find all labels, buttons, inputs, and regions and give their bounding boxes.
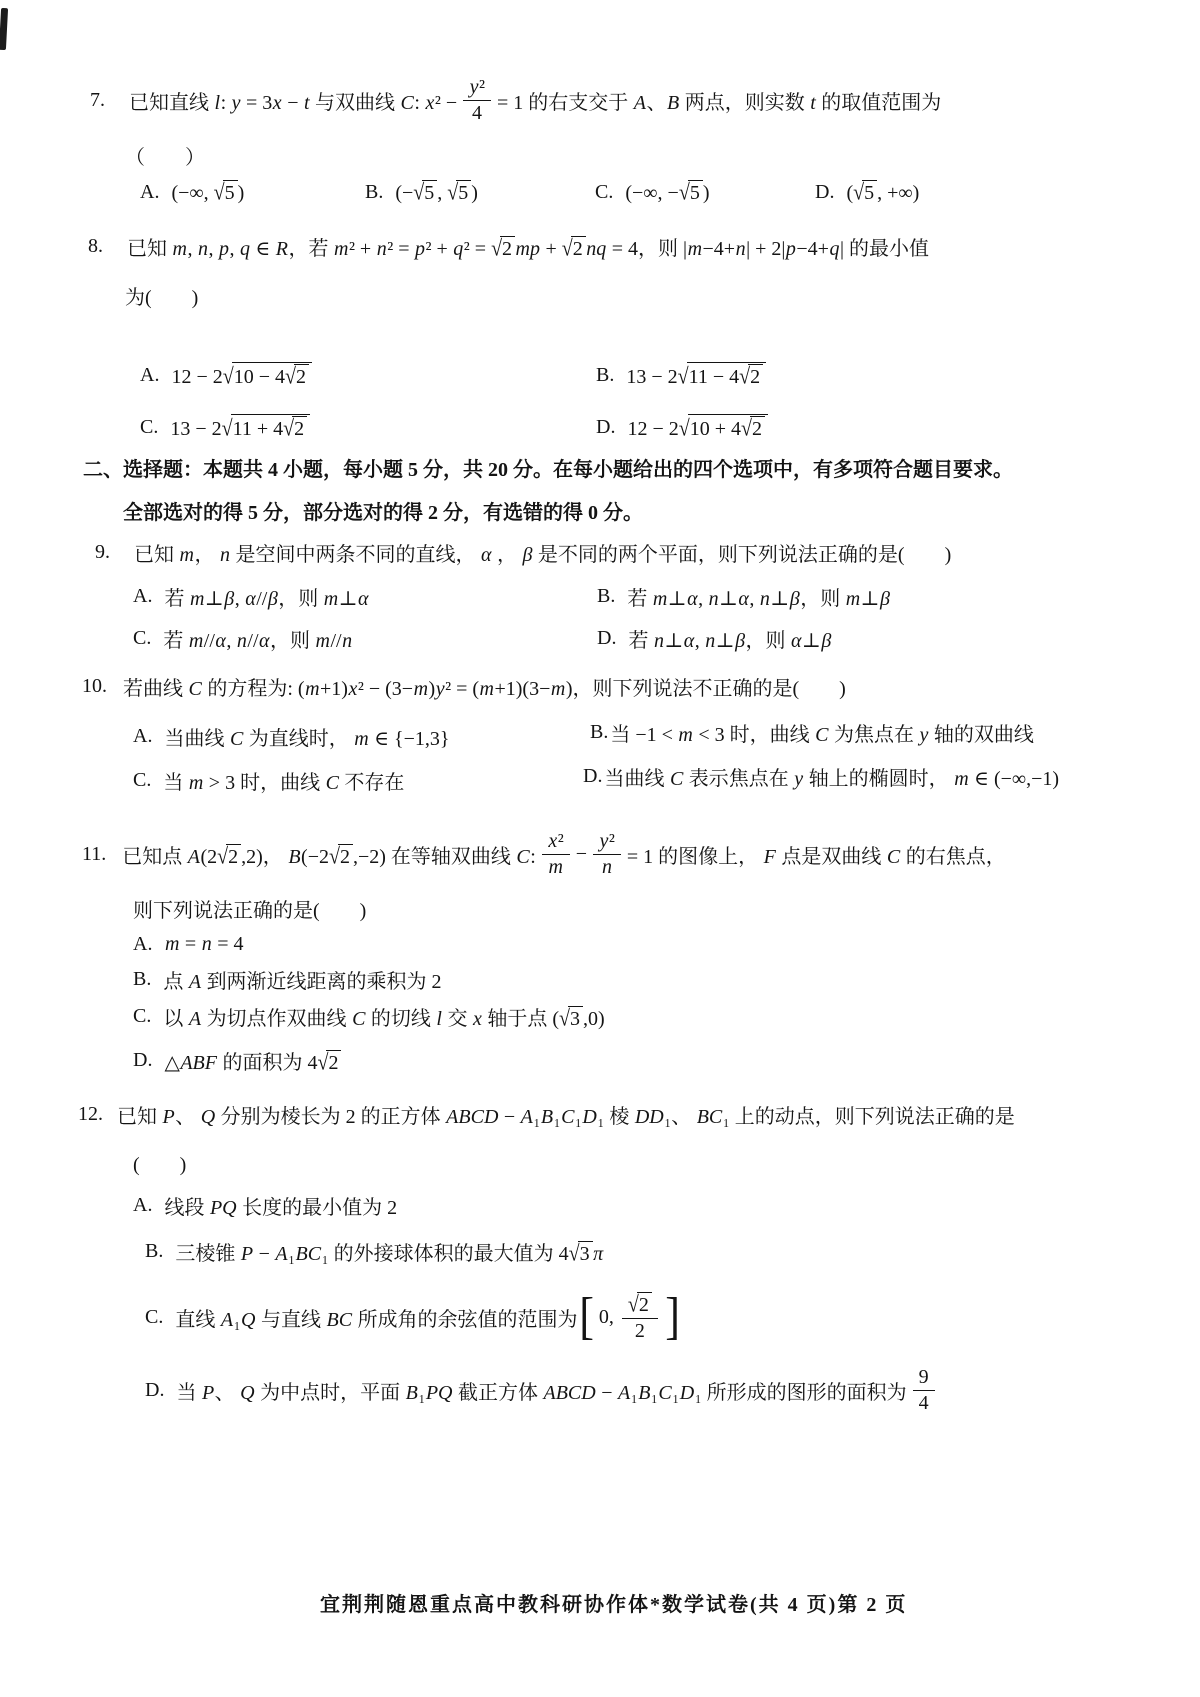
q7-stem-post: = 1 的右支交于 A、B 两点，则实数 t 的取值范围为 xyxy=(497,91,942,114)
q12-option-d: D. 当 P、 Q 为中点时，平面 B₁PQ 截正方体 ABCD − A₁B₁C₁D₁ 所形成的图形的面积为 $\frac{9}{4}$ xyxy=(145,1360,941,1420)
q11-option-a: A. m = n = 4 xyxy=(133,932,244,955)
q7-option-c: C. (−∞, −√5 ) xyxy=(595,180,710,205)
q9-option-b: B. 若 m⊥α, n⊥α, n⊥β，则 m⊥β xyxy=(597,584,890,610)
q12-option-c: C. 直线 A₁Q 与直线 BC 所成角的余弦值的范围为 [ 0, $\frac{√2}{2}$ ] xyxy=(145,1287,680,1345)
fraction: $\frac{\text{y²}}{4}$ xyxy=(463,76,491,125)
question-9-stem: 9. 已知 m， n 是空间中两条不同的直线， α ， β 是不同的两个平面，则下列说法正确的是( ) xyxy=(95,540,952,566)
q7-option-d: D. (√5 , +∞) xyxy=(815,180,920,205)
question-7-stem xyxy=(90,60,941,140)
q9-option-a: A. 若 m⊥β, α//β，则 m⊥α xyxy=(133,584,369,610)
q11-option-c: C. 以 A 为切点作双曲线 C 的切线 l 交 x 轴于点 (√3 ,0) xyxy=(133,1004,605,1031)
q8-stem-line2: 为( ) xyxy=(125,286,199,309)
q7-answer-blank: （ ） xyxy=(125,146,205,169)
q7-option-b: B. (−√5 , √5 ) xyxy=(365,180,478,205)
q10-option-a: A. 当曲线 C 为直线时， m ∈ {−1,3} xyxy=(133,724,450,750)
question-number: 9. xyxy=(95,540,110,563)
page-footer: 宜荆荆随恩重点高中教科研协作体*数学试卷(共 4 页)第 2 页 xyxy=(320,1594,908,1616)
fraction: $\frac{9}{4}$ xyxy=(913,1366,935,1415)
fraction: $\frac{\text{y²}}{n}$ xyxy=(593,830,621,879)
fraction: $\frac{√2}{2}$ xyxy=(622,1292,658,1343)
q11-option-d: D. △ABF 的面积为 4√2 xyxy=(133,1042,341,1078)
q8-option-a: A. 12 − 2√10 − 4√2 xyxy=(140,352,312,398)
question-12-stem: 12. 已知 P、 Q 分别为棱长为 2 的正方体 ABCD − A₁B₁C₁D₁ 棱 DD₁、 BC₁ 上的动点，则下列说法正确的是 xyxy=(78,1102,1015,1128)
question-8-stem: 8. 已知 m, n, p, q ∈ R，若 m² + n² = p² + q² = √2 mp + √2 nq = 4，则 |m−4+n| + 2|p−4+q| 的最小值 xyxy=(88,234,929,261)
q12-answer-blank: ( ) xyxy=(133,1153,187,1176)
left-bracket: [ xyxy=(578,1287,594,1345)
q10-option-b: B. 当 −1 < m < 3 时，曲线 C 为焦点在 y 轴的双曲线 xyxy=(590,720,1034,746)
q8-option-b: B. 13 − 2√11 − 4√2 xyxy=(596,352,766,398)
question-10-stem: 10. 若曲线 C 的方程为: (m+1)x² − (3−m)y² = (m+1)(3−m)，则下列说法不正确的是( ) xyxy=(82,674,846,700)
question-11-stem: 11. 已知点 A(2√2 ,2)， B(−2√2 ,−2) 在等轴双曲线 C: $\frac{\text{x²}}{m}$ − $\frac{\text{y²}}{n}$ = 1 的图像上， F 点是双曲线 C 的右焦点， xyxy=(82,829,1006,878)
question-number: 10. xyxy=(82,674,107,697)
q9-option-d: D. 若 n⊥α, n⊥β，则 α⊥β xyxy=(597,626,832,652)
q9-option-c: C. 若 m//α, n//α，则 m//n xyxy=(133,626,353,652)
question-number: 11. xyxy=(82,842,107,865)
q11-stem-line2: 则下列说法正确的是( ) xyxy=(133,899,367,922)
q8-option-d: D. 12 − 2√10 + 4√2 xyxy=(596,404,768,450)
q8-option-c: C. 13 − 2√11 + 4√2 xyxy=(140,404,310,450)
fraction: $\frac{\text{x²}}{m}$ xyxy=(542,830,570,879)
q7-stem-pre: 已知直线 l: y = 3x − t 与双曲线 C: x² − xyxy=(129,91,458,114)
q11-option-b: B. 点 A 到两渐近线距离的乘积为 2 xyxy=(133,967,442,993)
q10-option-c: C. 当 m > 3 时，曲线 C 不存在 xyxy=(133,768,405,794)
right-bracket: ] xyxy=(665,1287,680,1345)
q10-option-d: D. 当曲线 C 表示焦点在 y 轴上的椭圆时， m ∈ (−∞,−1) xyxy=(583,764,1060,790)
q12-option-a: A. 线段 PQ 长度的最小值为 2 xyxy=(133,1193,398,1219)
q12-option-b: B. 三棱锥 P − A₁BC₁ 的外接球体积的最大值为 4√3 π xyxy=(145,1239,604,1266)
q7-option-a: A. (−∞, √5 ) xyxy=(140,180,245,205)
section-2-header-line1: 二、选择题：本题共 4 小题，每小题 5 分，共 20 分。在每小题给出的四个选项中，有多项符合题目要求。 xyxy=(83,458,1013,481)
question-number: 12. xyxy=(78,1102,103,1125)
question-number: 7. xyxy=(90,88,105,111)
question-number: 8. xyxy=(88,234,103,257)
scan-artifact xyxy=(0,8,8,50)
section-2-header-line2: 全部选对的得 5 分，部分选对的得 2 分，有选错的得 0 分。 xyxy=(123,501,643,524)
